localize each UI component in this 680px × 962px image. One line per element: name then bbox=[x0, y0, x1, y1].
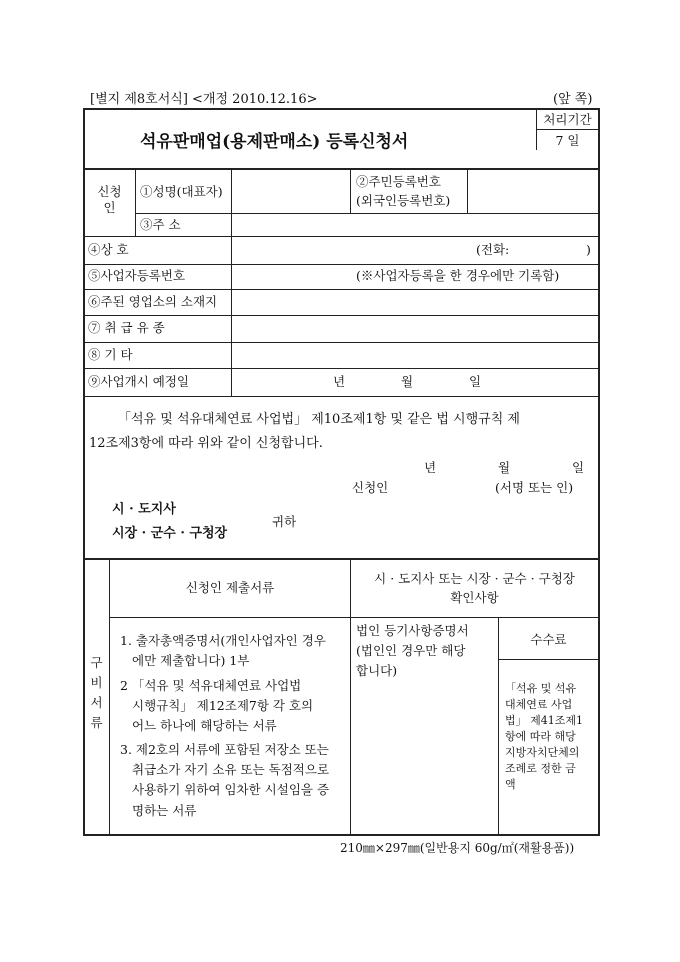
processing-period-label: 처리기간 bbox=[543, 112, 592, 127]
phone-label: (전화: bbox=[476, 242, 510, 257]
line-tradename-bottom bbox=[83, 264, 599, 265]
line-title-bottom bbox=[83, 168, 600, 170]
line-bizreg-bottom bbox=[83, 289, 599, 290]
frame-right bbox=[598, 108, 600, 836]
line-label-column bbox=[231, 169, 232, 396]
fee-line-1: 「석유 및 석유 bbox=[505, 682, 577, 695]
fee-header: 수수료 bbox=[530, 632, 567, 647]
phone-close: ) bbox=[586, 242, 591, 257]
fee-line-7: 액 bbox=[505, 778, 516, 791]
form-title: 석유판매업(용제판매소) 등록신청서 bbox=[140, 132, 409, 152]
docs-side-label-2: 비 bbox=[90, 675, 103, 690]
form-number: [별지 제8호서식] <개정 2010.12.16> bbox=[90, 92, 318, 107]
line-docs-side bbox=[109, 559, 110, 835]
start-month: 월 bbox=[401, 374, 414, 389]
line-applicant-bottom bbox=[83, 236, 599, 237]
doc-item-1-line-1: 1. 출자총액증명서(개인사업자인 경우 bbox=[120, 633, 326, 648]
applicant-group-label-1: 신청 bbox=[97, 184, 122, 199]
declaration-year: 년 bbox=[424, 460, 437, 475]
line-applicant-group bbox=[135, 169, 136, 236]
period-divider-h bbox=[536, 129, 599, 130]
biz-reg-note: (※사업자등록을 한 경우에만 기록함) bbox=[356, 268, 560, 283]
doc-item-3-line-3: 사용하기 위하여 임차한 시설임을 증 bbox=[132, 782, 330, 797]
line-name-bottom bbox=[135, 213, 599, 214]
line-fee-left bbox=[498, 618, 499, 835]
address-label: ③주 소 bbox=[140, 217, 181, 232]
fee-line-6: 조례로 정한 금 bbox=[505, 762, 576, 775]
processing-period-value: 7 일 bbox=[555, 133, 580, 148]
fee-line-4: 항에 따라 해당 bbox=[505, 730, 576, 743]
doc-item-1-line-2: 에만 제출합니다) 1부 bbox=[132, 653, 250, 668]
biz-reg-label: ⑤사업자등록번호 bbox=[88, 268, 186, 283]
doc-item-2-line-1: 2 「석유 및 석유대체연료 사업법 bbox=[120, 678, 302, 693]
fee-line-3: 법」 제41조제1 bbox=[505, 714, 583, 727]
reg-no-label: ②주민등록번호 bbox=[356, 174, 441, 189]
doc-item-2-line-2: 시행규칙」 제12조제7항 각 호의 bbox=[132, 698, 314, 713]
start-date-label: ⑨사업개시 예정일 bbox=[88, 374, 189, 389]
line-docs-top bbox=[83, 558, 600, 560]
paper-spec: 210㎜×297㎜(일반용지 60g/㎡(재활용품)) bbox=[340, 841, 575, 855]
recipient-governor: 시 · 도지사 bbox=[112, 502, 176, 517]
declaration-applicant: 신청인 bbox=[352, 480, 389, 495]
applicant-group-label-2: 인 bbox=[103, 200, 116, 215]
confirm-header-1: 시 · 도지사 또는 시장 · 군수 · 구청장 bbox=[374, 571, 575, 586]
doc-item-3-line-1: 3. 제2호의 서류에 포함된 저장소 또는 bbox=[120, 742, 329, 757]
doc-item-2-line-3: 어느 하나에 해당하는 서류 bbox=[132, 718, 277, 733]
docs-side-label-1: 구 bbox=[90, 655, 103, 670]
line-fee-header-bottom bbox=[498, 659, 599, 660]
frame-top bbox=[83, 108, 600, 110]
name-label: ①성명(대표자) bbox=[140, 184, 223, 199]
declaration-line-2: 12조제3항에 따라 위와 같이 신청합니다. bbox=[89, 436, 323, 451]
confirm-header-2: 확인사항 bbox=[450, 590, 499, 605]
line-startdate-bottom bbox=[83, 396, 599, 397]
doc-item-3-line-2: 취급소가 자기 소유 또는 독점적으로 bbox=[132, 762, 330, 777]
confirm-item-line-1: 법인 등기사항증명서 bbox=[356, 623, 469, 638]
other-label: ⑧ 기 타 bbox=[88, 347, 133, 362]
start-year: 년 bbox=[333, 374, 346, 389]
signature-label: (서명 또는 인) bbox=[495, 480, 574, 495]
trade-name-label: ④상 호 bbox=[88, 242, 129, 257]
line-other-bottom bbox=[83, 368, 599, 369]
doc-item-3-line-4: 명하는 서류 bbox=[132, 803, 197, 818]
line-docs-header-bottom bbox=[109, 617, 599, 618]
docs-side-label-4: 류 bbox=[90, 715, 103, 730]
confirm-item-line-2: (법인인 경우만 해당 bbox=[356, 643, 466, 658]
declaration-line-1: 「석유 및 석유대체연료 사업법」 제10조제1항 및 같은 법 시행규칙 제 bbox=[118, 412, 520, 427]
line-regno-left bbox=[350, 169, 351, 213]
line-regno-right bbox=[467, 169, 468, 213]
reg-no-label-2: (외국인등록번호) bbox=[356, 193, 451, 208]
fee-line-2: 대체연료 사업 bbox=[505, 698, 573, 711]
main-office-label: ⑥주된 영업소의 소재지 bbox=[88, 294, 218, 309]
honorific: 귀하 bbox=[272, 514, 297, 529]
declaration-day: 일 bbox=[572, 460, 585, 475]
page-side-label: (앞 쪽) bbox=[553, 92, 593, 107]
docs-side-label-3: 서 bbox=[90, 695, 103, 710]
recipient-mayor: 시장 · 군수 · 구청장 bbox=[112, 526, 228, 541]
start-day: 일 bbox=[469, 374, 482, 389]
line-handling-bottom bbox=[83, 342, 599, 343]
handling-label: ⑦ 취 급 유 종 bbox=[88, 320, 165, 335]
applicant-docs-header: 신청인 제출서류 bbox=[185, 580, 275, 595]
declaration-month: 월 bbox=[498, 460, 511, 475]
confirm-item-line-3: 합니다) bbox=[356, 663, 398, 678]
fee-line-5: 지방자치단체의 bbox=[505, 746, 580, 759]
frame-bottom bbox=[83, 834, 600, 836]
line-office-bottom bbox=[83, 315, 599, 316]
